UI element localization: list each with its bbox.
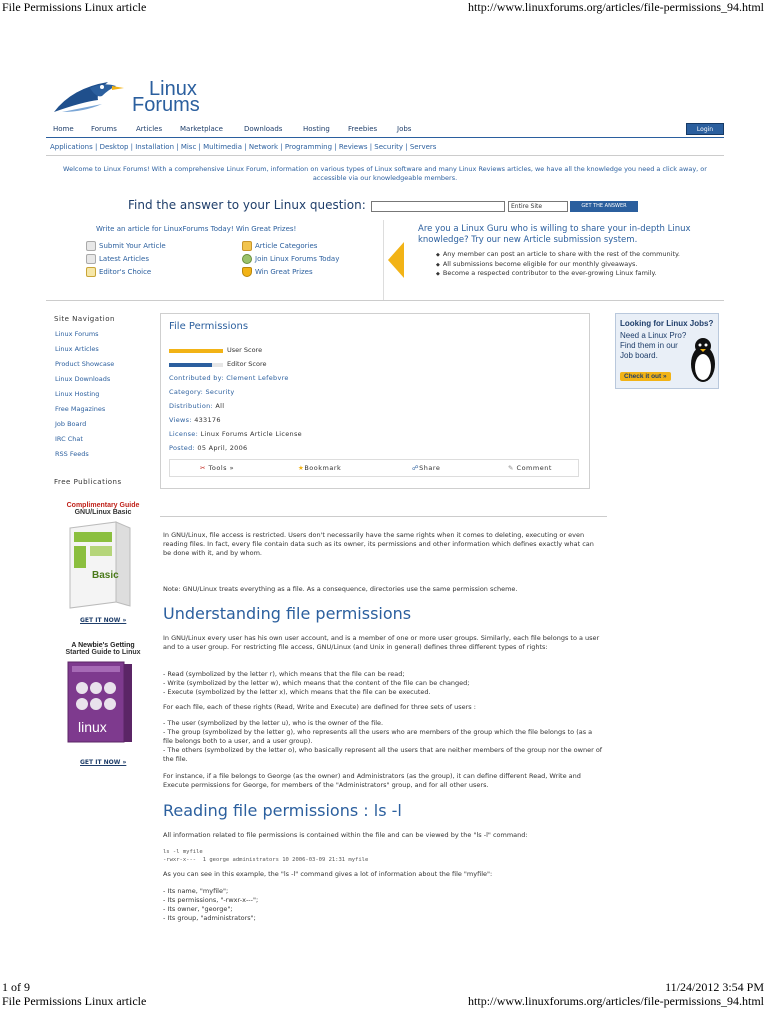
meta-value: 05 April, 2006 [197, 444, 248, 452]
document-star-icon [86, 267, 96, 277]
comment-button[interactable] [508, 464, 552, 472]
folder-icon [242, 241, 252, 251]
list-item: ◆ Any member can post an article to share with the rest of the community. [444, 250, 714, 260]
print-page-number: 1 of 9 [2, 980, 30, 994]
divider [46, 155, 724, 156]
site-logo[interactable] [52, 78, 212, 118]
article-tools-bar [169, 459, 579, 477]
paragraph: For instance, if a file belongs to George (as the owner) and Administrators (as the group), it can define different Read, Write and Execute permissions for George, for members of the "Administrators" group, and for all other users. [163, 772, 581, 789]
share-icon: ☍ [412, 464, 420, 472]
list-item: ◆ All submissions become eligible for our monthly giveaways. [444, 260, 714, 270]
list-item: - Its owner, "george"; [163, 905, 233, 913]
sidebar-item-linux-forums[interactable]: Linux Forums [55, 330, 99, 338]
cover-text: linux [78, 719, 107, 735]
guru-bullets [444, 250, 714, 279]
editor-score-bar [169, 363, 223, 367]
publication-subtitle: GNU/Linux Basic [74, 509, 132, 516]
meta-label: License: [169, 430, 199, 438]
meta-label: Category: [169, 388, 204, 396]
publication-gnu-linux-basic[interactable] [56, 502, 150, 614]
link-win-prizes[interactable] [242, 267, 313, 277]
guru-panel [386, 220, 724, 300]
print-footer [2, 980, 764, 995]
print-header [2, 0, 764, 15]
link-label: Join Linux Forums Today [255, 255, 340, 263]
divider [160, 516, 607, 517]
nav-freebies[interactable]: Freebies [348, 125, 378, 133]
cover-text: Basic [92, 570, 119, 581]
login-button[interactable]: Login [686, 123, 724, 135]
meta-value: All [215, 402, 225, 410]
nav-articles[interactable]: Articles [136, 125, 163, 133]
list-item: - Its group, "administrators"; [163, 914, 256, 922]
book-cover-basic [56, 518, 150, 610]
search-scope-select[interactable]: Entire Site [508, 201, 568, 212]
user-score-fill [169, 349, 223, 353]
nav-downloads[interactable]: Downloads [244, 125, 283, 133]
publication-title: A Newbie's Getting [71, 642, 135, 649]
article-note: Note: GNU/Linux treats everything as a file. As a consequence, directories use the same permission scheme. [163, 585, 518, 593]
search-input[interactable] [371, 201, 505, 212]
code-block: ls -l myfile -rwxr-x--- 1 george administrators 10 2006-03-09 21:31 myfile [163, 849, 369, 863]
link-label: Article Categories [255, 242, 318, 250]
paragraph: All information related to file permissions is contained within the file and can be viewed by the "ls -l" command: [163, 831, 528, 839]
sidebar-item-free-magazines[interactable]: Free Magazines [55, 405, 106, 413]
penguin-icon [688, 334, 718, 384]
link-label: Latest Articles [99, 255, 149, 263]
link-submit-article[interactable] [86, 241, 166, 251]
arrow-left-icon[interactable] [388, 242, 404, 278]
book-cover-linux [56, 658, 150, 748]
meta-label: Posted: [169, 444, 196, 452]
heading-understanding: Understanding file permissions [163, 604, 412, 623]
category-nav[interactable]: Applications | Desktop | Installation | Misc | Multimedia | Network | Programming | Reviews | Security | Servers [50, 143, 437, 151]
link-label: Submit Your Article [99, 242, 166, 250]
nav-forums[interactable]: Forums [91, 125, 117, 133]
site-navigation-title: Site Navigation [54, 315, 115, 323]
paragraph: As you can see in this example, the "ls -l" command gives a lot of information about the file "myfile": [163, 870, 493, 878]
meta-license [169, 430, 302, 438]
sets-list [163, 719, 603, 764]
paragraph: For each file, each of these rights (Read, Write and Execute) are defined for three sets of users : [163, 703, 476, 711]
meta-category [169, 388, 235, 396]
license-link[interactable]: Linux Forums Article License [200, 430, 302, 438]
nav-marketplace[interactable]: Marketplace [180, 125, 223, 133]
nav-hosting[interactable]: Hosting [303, 125, 330, 133]
nav-jobs[interactable]: Jobs [397, 125, 412, 133]
get-it-now-button[interactable]: GET IT NOW » [80, 759, 127, 766]
main-nav [46, 122, 724, 138]
article-info-box [160, 313, 590, 489]
search-title: Find the answer to your Linux question: [128, 198, 366, 212]
meta-views [169, 416, 221, 424]
users-icon [242, 254, 252, 264]
link-editors-choice[interactable] [86, 267, 151, 277]
tool-label: Comment [516, 464, 552, 472]
penguin-logo-icon [52, 78, 132, 116]
paragraph: In GNU/Linux every user has his own user account, and is a member of one or more user groups. Similarly, each file belongs to a user and to a user group. For restricting file access, GNU/Linux (and Unix in general) defines three different types of rights: [163, 634, 600, 651]
tools-menu-button[interactable] [200, 464, 234, 472]
meta-label: Views: [169, 416, 192, 424]
share-button[interactable] [412, 464, 440, 472]
guru-title: Are you a Linux Guru who is willing to share your in-depth Linux knowledge? Try our new Article submission system. [418, 224, 691, 245]
user-score-label: User Score [227, 346, 263, 354]
editor-score-label: Editor Score [227, 360, 267, 368]
user-score-bar [169, 349, 223, 353]
list-item: - The user (symbolized by the letter u), who is the owner of the file. [163, 719, 384, 727]
list-item: - The group (symbolized by the letter g), who represents all the users who are members of the group which the file belongs to (as a file belongs both to a user, and a user group). [163, 728, 593, 745]
publication-newbie-guide[interactable] [56, 642, 150, 752]
tools-icon: ✂ [200, 464, 206, 472]
logo-text-linux: Linux [149, 78, 197, 100]
heading-reading: Reading file permissions : ls -l [163, 801, 402, 820]
tool-label: Share [419, 464, 441, 472]
jobs-ad-subtitle: Need a Linux Pro? Find them in our Job board. [620, 331, 687, 360]
tool-label: Tools » [208, 464, 235, 472]
nav-home[interactable]: Home [53, 125, 74, 133]
sidebar-item-irc-chat[interactable]: IRC Chat [55, 435, 83, 443]
meta-value: 433176 [194, 416, 221, 424]
search-button[interactable]: GET THE ANSWER [570, 201, 638, 212]
meta-distribution [169, 402, 224, 410]
link-join-forums[interactable] [242, 254, 339, 264]
get-it-now-button[interactable]: GET IT NOW » [80, 617, 127, 624]
author-link[interactable]: Clement Lefebvre [226, 374, 289, 382]
article-title: File Permissions [169, 321, 249, 332]
print-footer-title: File Permissions Linux article [2, 994, 147, 1008]
link-article-categories[interactable] [242, 241, 317, 251]
link-latest-articles[interactable] [86, 254, 149, 264]
list-item: - Read (symbolized by the letter r), which means that the file can be read; [163, 670, 405, 678]
editor-score-fill [169, 363, 212, 367]
publication-title: Complimentary Guide [66, 502, 140, 509]
print-datetime: 11/24/2012 3:54 PM [665, 980, 764, 994]
category-link[interactable]: Security [205, 388, 235, 396]
sidebar-item-product-showcase[interactable]: Product Showcase [55, 360, 115, 368]
sidebar-item-linux-downloads[interactable]: Linux Downloads [55, 375, 111, 383]
write-article-title: Write an article for LinuxForums Today! Win Great Prizes! [96, 225, 297, 233]
list-item: ◆ Become a respected contributor to the ever-growing Linux family. [444, 269, 714, 279]
logo-text-forums: Forums [132, 94, 200, 116]
meta-label: Contributed by: [169, 374, 224, 382]
print-footer-2 [2, 994, 764, 1009]
free-publications-title: Free Publications [54, 478, 122, 486]
rights-list [163, 670, 603, 697]
meta-contributed [169, 374, 289, 382]
list-item: - Write (symbolized by the letter w), which means that the content of the file can be changed; [163, 679, 470, 687]
write-article-panel [46, 220, 384, 300]
list-item: - The others (symbolized by the letter o), who basically represent all the users that are neither members of the group nor the owner of the file. [163, 746, 603, 763]
welcome-text: Welcome to Linux Forums! With a comprehensive Linux Forum, information on various types of Linux software and many Linux Reviews articles, we have all the knowledge you need a click away, or accessible via our knowledgeable members. [63, 165, 707, 182]
print-header-url: http://www.linuxforums.org/articles/file-permissions_94.html [468, 0, 764, 14]
trophy-icon [242, 267, 252, 277]
info-list [163, 887, 603, 923]
link-label: Editor's Choice [99, 268, 152, 276]
sidebar-item-linux-hosting[interactable]: Linux Hosting [55, 390, 100, 398]
sidebar-item-rss-feeds[interactable]: RSS Feeds [55, 450, 89, 458]
print-footer-url: http://www.linuxforums.org/articles/file-permissions_94.html [468, 994, 764, 1008]
divider [46, 300, 724, 301]
sidebar-item-job-board[interactable]: Job Board [55, 420, 87, 428]
list-item: - Its name, "myfile"; [163, 887, 229, 895]
article-intro: In GNU/Linux, file access is restricted. Users don't necessarily have the same rights when it comes to deleting, executing or even reading files. In fact, every file contain data such as its owner, its permissions and other information which defines exactly what can be done with it, and by whom. [163, 531, 594, 557]
tool-label: Bookmark [304, 464, 342, 472]
list-item: - Its permissions, "-rwxr-x---"; [163, 896, 259, 904]
meta-label: Distribution: [169, 402, 214, 410]
jobs-ad-title: Looking for Linux Jobs? [620, 319, 714, 328]
document-icon [86, 254, 96, 264]
comment-icon: ✎ [508, 464, 514, 472]
linux-jobs-ad[interactable] [615, 313, 719, 389]
check-it-out-button[interactable]: Check it out » [620, 372, 671, 381]
print-header-title: File Permissions Linux article [2, 0, 147, 14]
link-label: Win Great Prizes [255, 268, 313, 276]
meta-posted [169, 444, 247, 452]
sidebar-item-linux-articles[interactable]: Linux Articles [55, 345, 99, 353]
document-icon [86, 241, 96, 251]
bookmark-button[interactable] [298, 464, 341, 472]
list-item: - Execute (symbolized by the letter x), which means that the file can be executed. [163, 688, 431, 696]
publication-subtitle: Started Guide to Linux [65, 649, 141, 656]
star-icon: ★ [298, 464, 305, 472]
